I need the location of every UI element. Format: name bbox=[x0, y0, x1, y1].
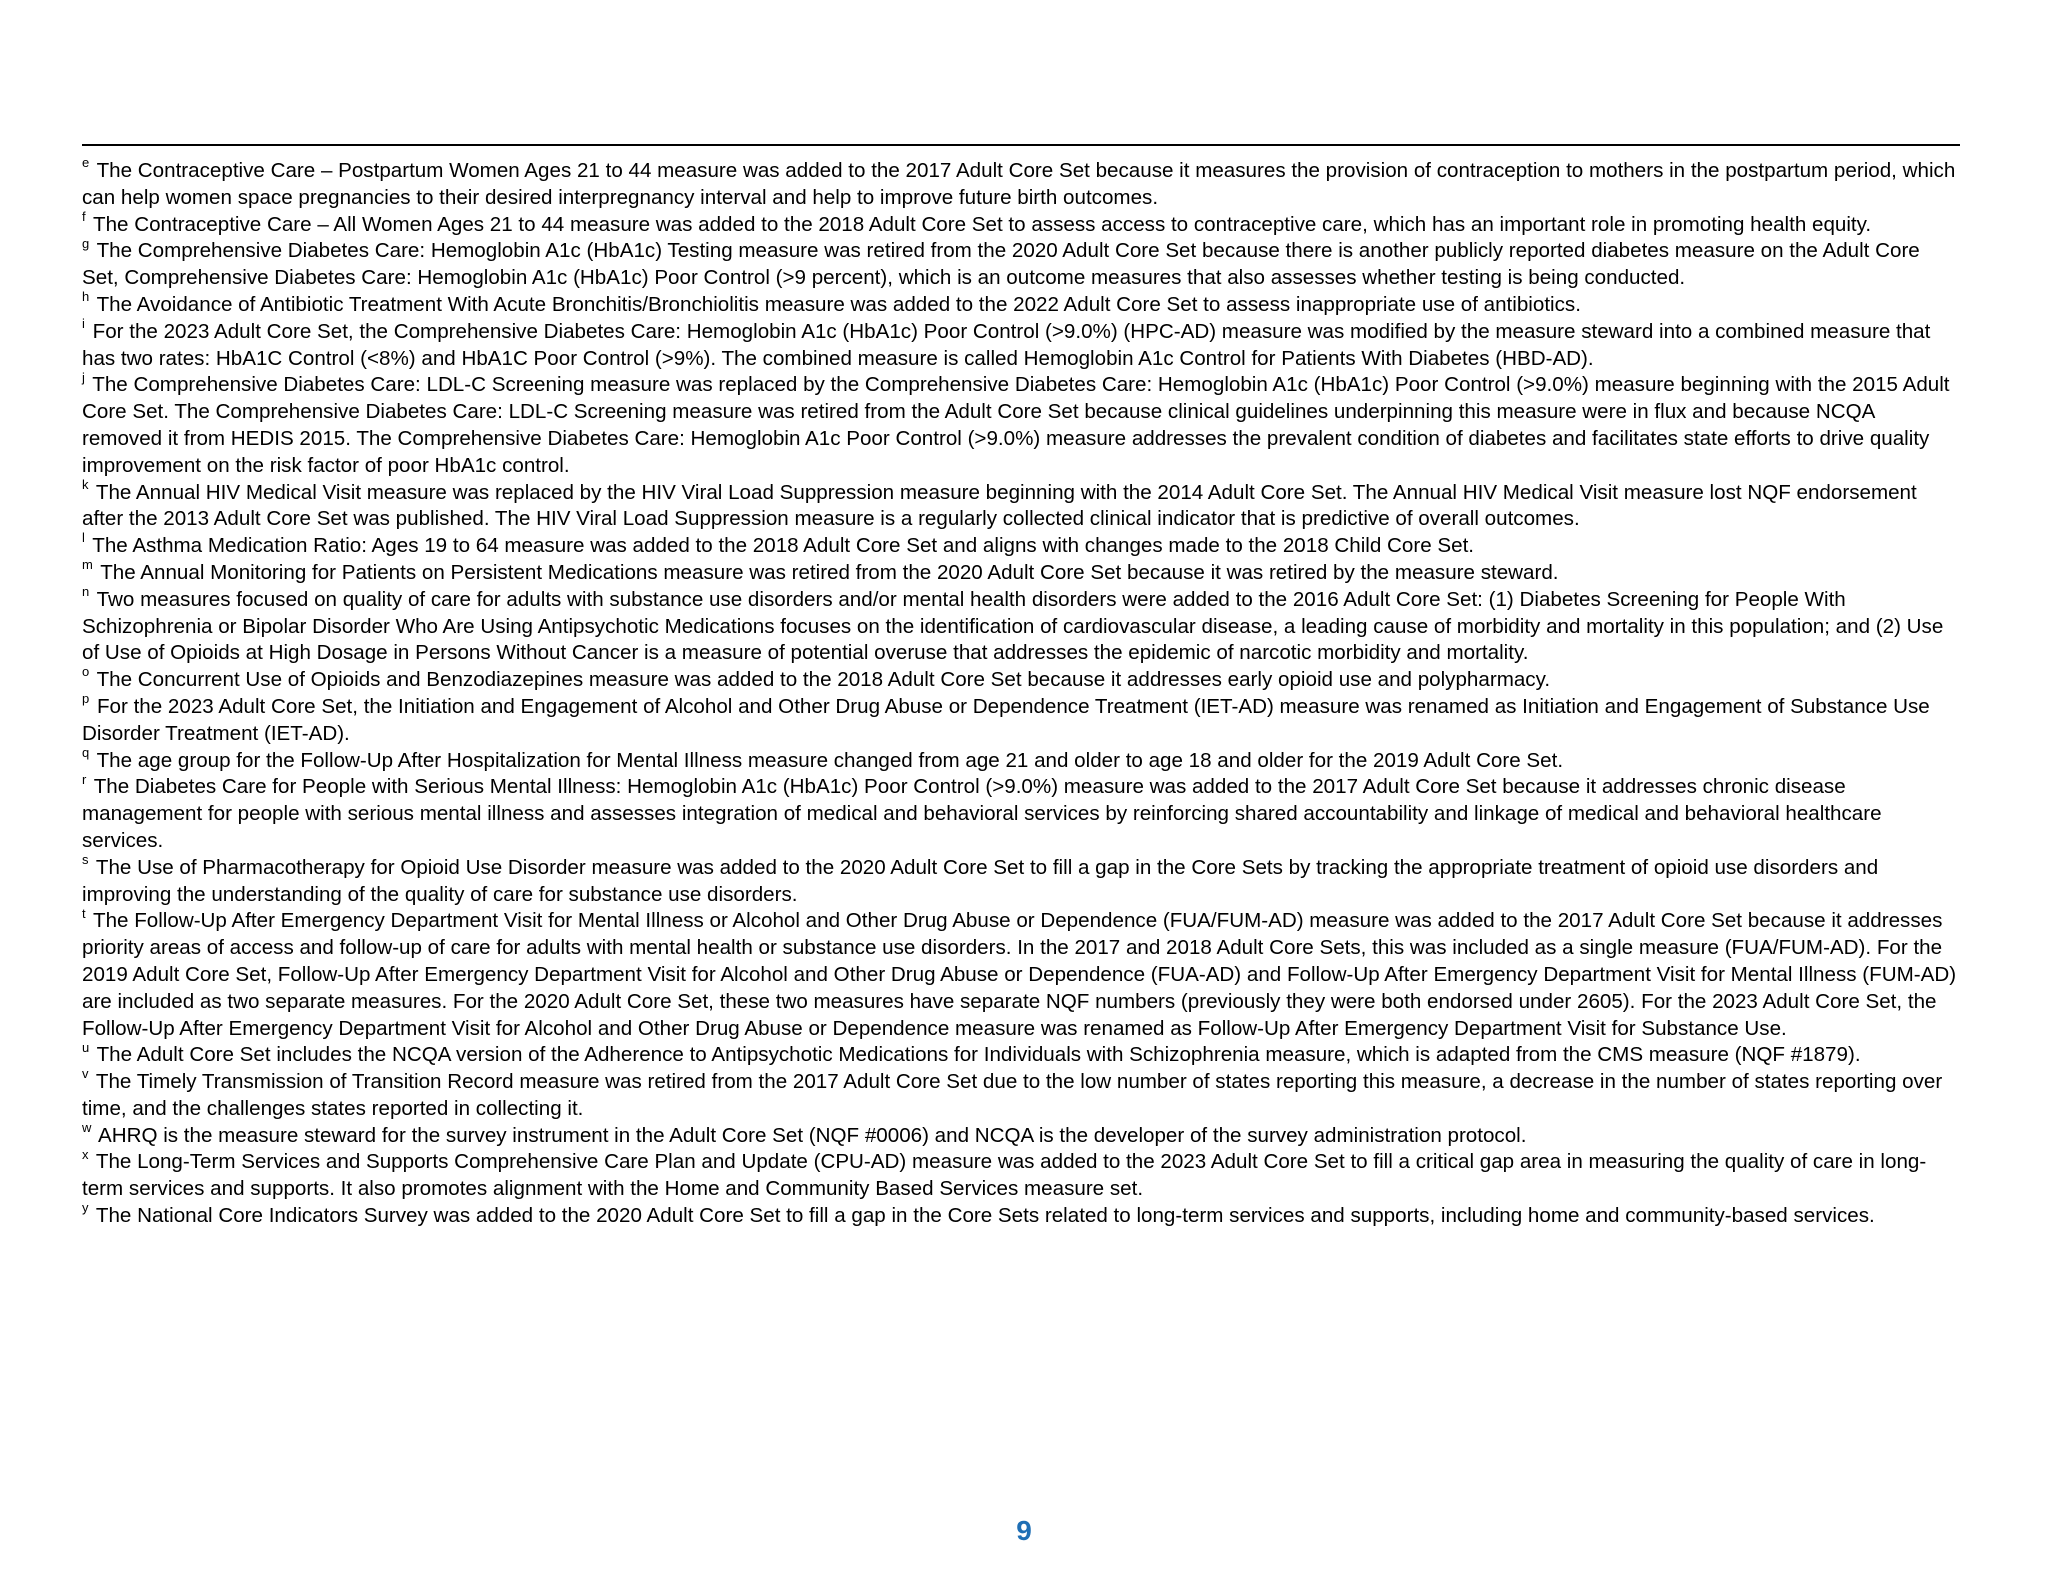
footnote-m bbox=[82, 557, 1960, 587]
footnote-marker: h bbox=[82, 289, 90, 305]
footnote-marker: w bbox=[82, 1119, 92, 1135]
footnote-text: The Long-Term Services and Supports Comprehensive Care Plan and Update (CPU-AD) measure was added to the 2023 Adult Core Set to fill a critical gap area in measuring the quality of care in long-term services and supports. It also promotes alignment with the Home and Community Based Services measure set. bbox=[82, 1150, 1927, 1201]
footnote-k bbox=[82, 476, 1960, 534]
footnote-text: The Annual Monitoring for Patients on Persistent Medications measure was retired from the 2020 Adult Core Set because it was retired by the measure steward. bbox=[100, 560, 1559, 584]
footnote-text: The Avoidance of Antibiotic Treatment With Acute Bronchitis/Bronchiolitis measure was added to the 2022 Adult Core Set to assess inappropriate use of antibiotics. bbox=[96, 292, 1581, 316]
footnote-text: The Comprehensive Diabetes Care: LDL-C Screening measure was replaced by the Comprehensive Diabetes Care: Hemoglobin A1c (HbA1c) Poor Control (>9.0%) measure beginning with the 2015 Adult Core Set. The Comprehensive Diabetes Care: LDL-C Screening measure was retired from the Adult Core Set because clinical guidelines underpinning this measure were in flux and because NCQA removed it from HEDIS 2015. The Comprehensive Diabetes Care: Hemoglobin A1c Poor Control (>9.0%) measure addresses the prevalent condition of diabetes and facilitates state efforts to drive quality improvement on the risk factor of poor HbA1c control. bbox=[82, 373, 1950, 477]
footnote-text: AHRQ is the measure steward for the survey instrument in the Adult Core Set (NQF #0006) and NCQA is the developer of the survey administration protocol. bbox=[97, 1123, 1527, 1147]
footnote-o bbox=[82, 664, 1960, 694]
footnote-text: The Adult Core Set includes the NCQA version of the Adherence to Antipsychotic Medications for Individuals with Schizophrenia measure, which is adapted from the CMS measure (NQF #1879). bbox=[96, 1043, 1861, 1067]
footnote-marker: n bbox=[82, 583, 90, 599]
footnote-j bbox=[82, 369, 1960, 479]
footnote-marker: r bbox=[82, 771, 87, 787]
footnotes-section bbox=[82, 155, 1960, 1230]
footnote-r bbox=[82, 771, 1960, 854]
footnote-text: The Comprehensive Diabetes Care: Hemoglobin A1c (HbA1c) Testing measure was retired from the 2020 Adult Core Set because there is another publicly reported diabetes measure on the Adult Core Set, Comprehensive Diabetes Care: Hemoglobin A1c (HbA1c) Poor Control (>9 percent), which is an outcome measures that also assesses whether testing is being conducted. bbox=[82, 239, 1920, 290]
footnote-p bbox=[82, 691, 1960, 748]
footnote-e bbox=[82, 155, 1960, 212]
footnote-text: The Follow-Up After Emergency Department Visit for Mental Illness or Alcohol and Other Drug Abuse or Dependence (FUA/FUM-AD) measure was added to the 2017 Adult Core Set because it addresses priority areas of access and follow-up of care for adults with mental health or substance use disorders. In the 2017 and 2018 Adult Core Sets, this was included as a single measure (FUA/FUM-AD). For the 2019 Adult Core Set, Follow-Up After Emergency Department Visit for Alcohol and Other Drug Abuse or Dependence (FUA-AD) and Follow-Up After Emergency Department Visit for Mental Illness (FUM-AD) are included as two separate measures. For the 2020 Adult Core Set, these two measures have separate NQF numbers (previously they were both endorsed under 2605). For the 2023 Adult Core Set, the Follow-Up After Emergency Department Visit for Alcohol and Other Drug Abuse or Dependence measure was renamed as Follow-Up After Emergency Department Visit for Substance Use. bbox=[82, 909, 1957, 1040]
footnote-marker: p bbox=[82, 691, 90, 707]
footnote-marker: f bbox=[82, 208, 86, 224]
footnote-text: The Contraceptive Care – All Women Ages 21 to 44 measure was added to the 2018 Adult Core Set to assess access to contraceptive care, which has an important role in promoting health equity. bbox=[92, 212, 1872, 236]
footnote-text: The age group for the Follow-Up After Hospitalization for Mental Illness measure changed from age 21 and older to age 18 and older for the 2019 Adult Core Set. bbox=[96, 748, 1564, 772]
footnote-w bbox=[82, 1119, 1960, 1150]
footnote-v bbox=[82, 1066, 1960, 1123]
footnote-marker: y bbox=[82, 1200, 89, 1216]
footnote-marker: s bbox=[82, 851, 89, 867]
footnote-s bbox=[82, 851, 1960, 909]
footnote-marker: q bbox=[82, 744, 90, 760]
footnote-text: The Diabetes Care for People with Serious Mental Illness: Hemoglobin A1c (HbA1c) Poor Control (>9.0%) measure was added to the 2017 Adult Core Set because it addresses chronic disease management for people with serious mental illness and assesses integration of medical and behavioral services by reinforcing shared accountability and linkage of medical and behavioral healthcare services. bbox=[82, 775, 1882, 852]
footnote-marker: g bbox=[82, 235, 90, 251]
footnote-text: The Asthma Medication Ratio: Ages 19 to 64 measure was added to the 2018 Adult Core Set and aligns with changes made to the 2018 Child Core Set. bbox=[92, 534, 1475, 558]
footnote-l bbox=[82, 530, 1960, 560]
footnote-text: The Use of Pharmacotherapy for Opioid Use Disorder measure was added to the 2020 Adult Core Set to fill a gap in the Core Sets by tracking the appropriate treatment of opioid use disorders and improving the understanding of the quality of care for substance use disorders. bbox=[82, 855, 1879, 906]
footnote-text: The Annual HIV Medical Visit measure was replaced by the HIV Viral Load Suppression measure beginning with the 2014 Adult Core Set. The Annual HIV Medical Visit measure lost NQF endorsement after the 2013 Adult Core Set was published. The HIV Viral Load Suppression measure is a regularly collected clinical indicator that is predictive of overall outcomes. bbox=[82, 480, 1917, 531]
footnote-x bbox=[82, 1146, 1960, 1203]
footnote-marker: u bbox=[82, 1039, 90, 1055]
footnote-text: For the 2023 Adult Core Set, the Initiation and Engagement of Alcohol and Other Drug Abuse or Dependence Treatment (IET-AD) measure was renamed as Initiation and Engagement of Substance Use Disorder Treatment (IET-AD). bbox=[82, 694, 1930, 745]
footnote-text: For the 2023 Adult Core Set, the Comprehensive Diabetes Care: Hemoglobin A1c (HbA1c) Poor Control (>9.0%) (HPC-AD) measure was modified by the measure steward into a combined measure that has two rates: HbA1C Control (<8%) and HbA1C Poor Control (>9%). The combined measure is called Hemoglobin A1c Control for Patients With Diabetes (HBD-AD). bbox=[82, 319, 1931, 370]
footnote-t bbox=[82, 905, 1960, 1042]
footnote-text: Two measures focused on quality of care for adults with substance use disorders and/or mental health disorders were added to the 2016 Adult Core Set: (1) Diabetes Screening for People With Schizophrenia or Bipolar Disorder Who Are Using Antipsychotic Medications focuses on the identification of cardiovascular disease, a leading cause of morbidity and mortality in this population; and (2) Use of Use of Opioids at High Dosage in Persons Without Cancer is a measure of potential overuse that addresses the epidemic of narcotic morbidity and mortality. bbox=[82, 587, 1944, 665]
footnote-text: The Contraceptive Care – Postpartum Women Ages 21 to 44 measure was added to the 2017 Adult Core Set because it measures the provision of contraception to mothers in the postpartum period, which can help women space pregnancies to their desired interpregnancy interval and help to improve future birth outcomes. bbox=[82, 159, 1956, 209]
footnote-y bbox=[82, 1200, 1960, 1230]
footnote-g bbox=[82, 235, 1960, 292]
footnote-f bbox=[82, 208, 1960, 239]
page-number: 9 bbox=[1016, 1515, 1032, 1546]
footnote-marker: m bbox=[82, 557, 93, 573]
footnote-n bbox=[82, 583, 1960, 667]
footnote-marker: o bbox=[82, 664, 90, 680]
footnote-marker: i bbox=[82, 315, 85, 331]
footnote-marker: k bbox=[82, 476, 89, 492]
footnote-text: The Timely Transmission of Transition Record measure was retired from the 2017 Adult Core Set due to the low number of states reporting this measure, a decrease in the number of states reporting over time, and the challenges states reported in collecting it. bbox=[82, 1070, 1943, 1120]
footnote-q bbox=[82, 744, 1960, 775]
footnote-marker: j bbox=[82, 369, 85, 385]
footnote-separator-rule bbox=[82, 144, 1960, 146]
footnote-text: The National Core Indicators Survey was added to the 2020 Adult Core Set to fill a gap in the Core Sets related to long-term services and supports, including home and community-based services. bbox=[95, 1204, 1875, 1228]
footnote-marker: v bbox=[82, 1066, 89, 1082]
footnote-text: The Concurrent Use of Opioids and Benzodiazepines measure was added to the 2018 Adult Core Set because it addresses early opioid use and polypharmacy. bbox=[96, 668, 1551, 692]
footnote-marker: e bbox=[82, 155, 90, 171]
footnote-marker: t bbox=[82, 905, 86, 921]
footnote-marker: x bbox=[82, 1146, 89, 1162]
footnote-u bbox=[82, 1039, 1960, 1069]
footnote-h bbox=[82, 289, 1960, 319]
footnote-i bbox=[82, 315, 1960, 373]
footnote-marker: l bbox=[82, 530, 85, 546]
